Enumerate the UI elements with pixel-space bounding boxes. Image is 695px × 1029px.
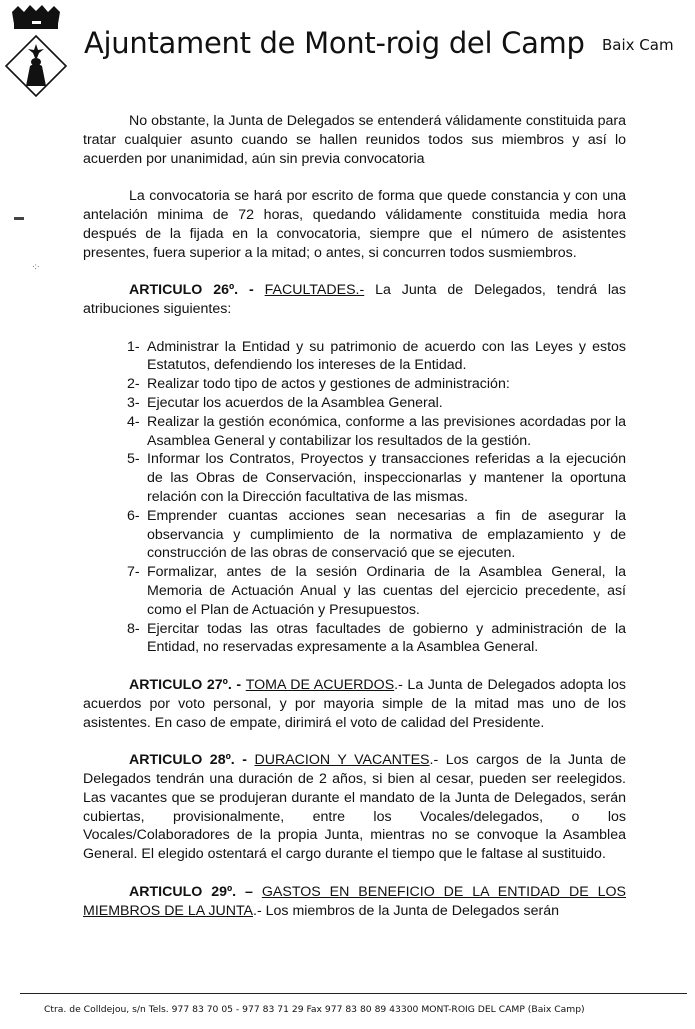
item-number: 4-: [127, 413, 140, 430]
list-item: [127, 413, 626, 451]
footer-divider: [20, 993, 687, 994]
item-text: Formalizar, antes de la sesión Ordinaria de la Asamblea General, la Memoria de Actuación Anual y las cuentas del ejercicio precedente, así como el Plan de Actuación y Presupuestos.: [147, 564, 626, 618]
article-title: DURACION Y VACANTES: [254, 752, 430, 769]
article-body: .- Los cargos de la Junta de Delegados tendrán una duración de 2 años, si bien al cesar, pueden ser reelegidos. Las vacantes que se produjeran durante el mandato de la Junta de Delegados, serán cubiertas, provisionalmente, entre los Vocales/delegados, o los Vocales/Colaboradores de la propia Junta, mientras no se convoque la Asamblea General. El elegido ostentará el cargo durante el tiempo que le faltase al sustituido.: [83, 752, 627, 863]
item-number: 8-: [127, 620, 140, 637]
article-title: TOMA DE ACUERDOS: [245, 677, 395, 694]
list-item: [127, 338, 626, 376]
list-item: [127, 620, 626, 658]
list-item: [127, 375, 626, 394]
page-subtitle: Baix Cam: [602, 36, 674, 54]
article-title: GASTOS EN BENEFICIO DE LA ENTIDAD DE LOS MIEMBROS DE LA JUNTA: [83, 883, 626, 919]
article-27: [83, 676, 626, 732]
article-28: [83, 751, 626, 864]
footer-address: Ctra. de Colldejou, s/n Tels. 977 83 70 05 - 977 83 71 29 Fax 977 83 80 89 43300 MONT-ROIG DEL CAMP (Baix Camp): [44, 1004, 585, 1015]
article-body: La Junta de Delegados, tendrá las atribuciones siguientes:: [83, 282, 627, 317]
article-title: FACULTADES.-: [264, 282, 365, 299]
item-text: Administrar la Entidad y su patrimonio de acuerdo con las Leyes y estos Estatutos, defendiendo los intereses de la Entidad.: [147, 338, 626, 374]
paragraph-constitution: No obstante, la Junta de Delegados se entenderá válidamente constituida para tratar cualquier asunto cuando se hallen reunidos todos sus miembros y así lo acuerden por unanimidad, aún sin previa convocatoria: [83, 113, 626, 167]
article-heading: ARTICULO 26º. -: [129, 282, 265, 299]
item-text: Ejecutar los acuerdos de la Asamblea General.: [147, 394, 443, 411]
list-item: [127, 563, 626, 619]
item-text: Ejercitar todas las otras facultades de gobierno y administración de la Entidad, no reservadas expresamente a la Asamblea General.: [147, 620, 626, 656]
item-text: Realizar todo tipo de actos y gestiones de administración:: [147, 376, 510, 393]
coat-of-arms-icon: [4, 34, 68, 98]
list-item: [127, 450, 626, 506]
item-text: Informar los Contratos, Proyectos y transacciones referidas a la ejecución de las Obras de Conservación, inspeccionarlas y mantener la oportuna relación con la Dirección facultativa de las mismas.: [147, 451, 626, 505]
list-item: [127, 507, 626, 563]
article-heading: ARTICULO 29º. –: [129, 883, 262, 900]
crown-icon: [8, 4, 64, 30]
article-body: .- La Junta de Delegados adopta los acuerdos por voto personal, y por mayoria simple de la mitad mas uno de los asistentes. En caso de empate, dirimirá el voto de calidad del Presidente.: [83, 677, 627, 731]
item-number: 7-: [127, 564, 140, 581]
item-number: 3-: [127, 394, 140, 411]
article-heading: ARTICULO 27º. -: [129, 677, 246, 694]
article-body: .- Los miembros de la Junta de Delegados serán: [253, 902, 560, 919]
attributions-list: [83, 338, 626, 658]
item-number: 1-: [127, 338, 140, 355]
article-26: [83, 281, 626, 319]
item-number: 2-: [127, 376, 140, 393]
paragraph-convocatoria: La convocatoria se hará por escrito de forma que quede constancia y con una antelación minima de 72 horas, quedando válidamente constituida media hora después de la fijada en la convocatoria, siempre que el número de asistentes presentes, fuera superior a la mitad; o antes, si concurren todos susmiembros.: [83, 188, 626, 261]
document-body: [83, 112, 626, 939]
item-text: Realizar la gestión económica, conforme a las previsiones acordadas por la Asamblea General y contabilizar los resultados de la gestión.: [147, 413, 626, 449]
article-heading: ARTICULO 28º. -: [129, 752, 255, 769]
scan-speck: ·:·: [32, 262, 40, 271]
list-item: [127, 394, 626, 413]
item-number: 6-: [127, 507, 140, 524]
page-title: Ajuntament de Mont-roig del Camp: [84, 26, 585, 60]
scan-speck: ▬: [14, 212, 24, 223]
item-text: Emprender cuantas acciones sean necesarias a fin de asegurar la observancia y cumplimiento de la normativa de emplazamiento y de construcción de las obras de conservació que se ejecuten.: [147, 507, 626, 562]
item-number: 5-: [127, 451, 140, 468]
article-29: [83, 883, 626, 921]
